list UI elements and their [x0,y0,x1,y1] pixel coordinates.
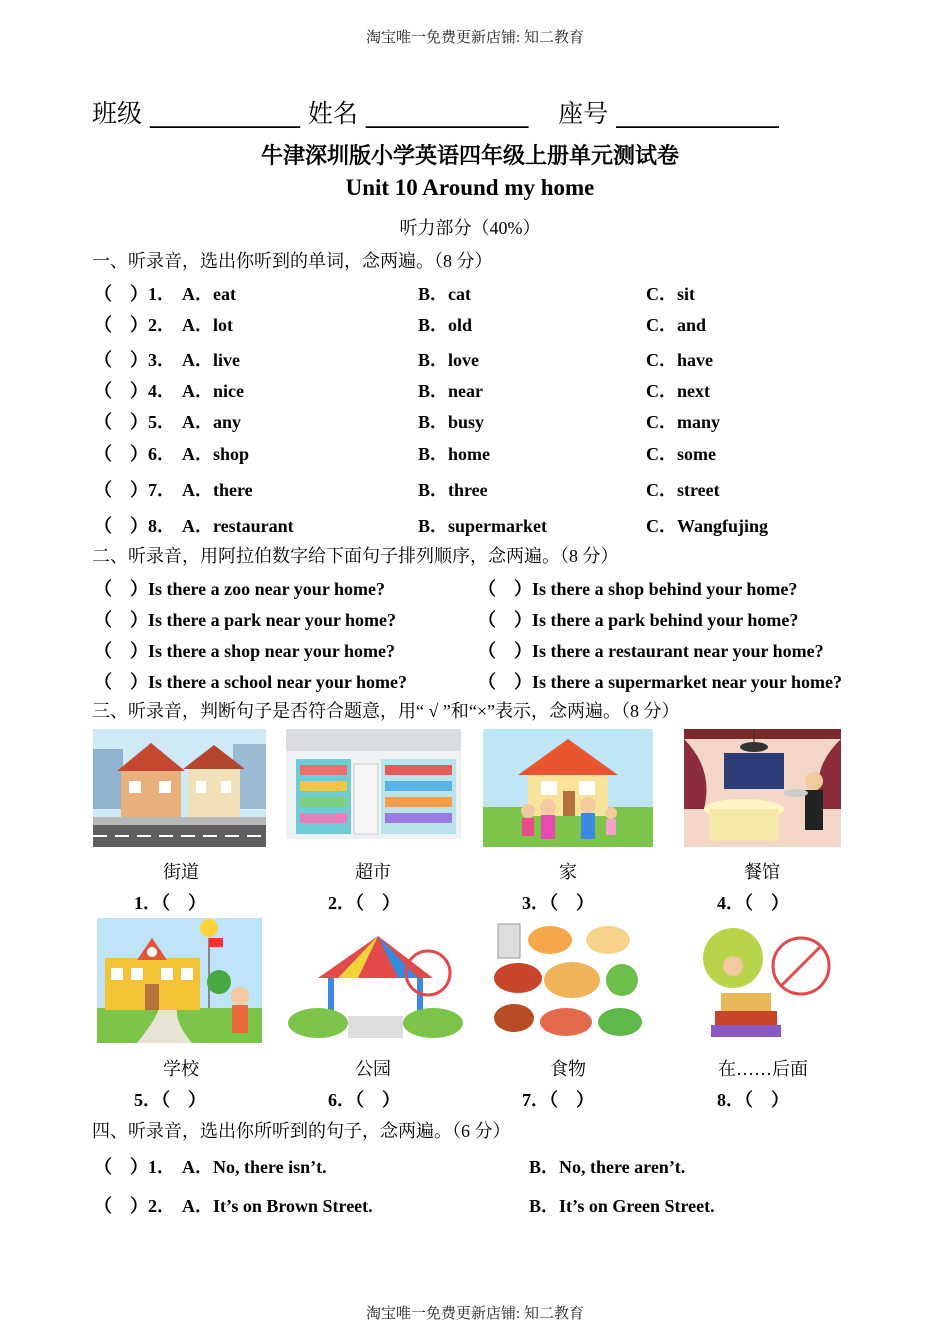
pic3-label: 家 [559,862,577,882]
pic6-answer[interactable]: 6．（ ） [328,1090,400,1110]
s1-q3-option-b: B．love [418,350,479,370]
s1-q7-option-b: B．three [418,480,488,500]
s1-q2-option-b: B．old [418,315,473,335]
name-label: 姓名 [307,99,358,128]
s1-q2-option-c: C．and [646,315,707,335]
s1-q8-num[interactable]: （ ）8． [94,516,175,536]
food-picture [488,918,648,1042]
s1-q1-num[interactable]: （ ）1． [94,284,175,304]
class-label: 班级 [92,99,143,128]
s1-q5-option-c: C．many [646,412,721,432]
pic7-label: 食物 [550,1059,586,1079]
s1-q2-num[interactable]: （ ）2． [94,315,175,335]
supermarket-picture [286,729,461,839]
s2-right-3[interactable]: （ ）Is there a restaurant near your home? [478,641,824,661]
s2-left-4[interactable]: （ ）Is there a school near your home? [94,672,407,692]
behind-picture [693,918,833,1043]
seat-label: 座号 [558,99,609,128]
s1-q7-option-a: A．there [182,480,253,500]
name-blank[interactable]: _____________ [365,99,529,128]
section1-title: 一、听录音，选出你听到的单词，念两遍。（8 分） [92,251,493,271]
s4-q1-option-b: B．No, there aren’t. [529,1157,686,1177]
park-picture [288,928,463,1038]
pic7-answer[interactable]: 7．（ ） [522,1090,594,1110]
pic6-label: 公园 [355,1059,391,1079]
pic8-label: 在……后面 [718,1059,808,1079]
pic4-label: 餐馆 [744,862,780,882]
info-line [92,94,779,130]
s1-q1-option-b: B．cat [418,284,471,304]
s4-q2-option-a: A．It’s on Brown Street. [182,1196,373,1216]
s1-q7-num[interactable]: （ ）7． [94,480,175,500]
section4-title: 四、听录音，选出你所听到的句子，念两遍。（6 分） [92,1121,511,1141]
s4-q2-option-b: B．It’s on Green Street. [529,1196,715,1216]
title-cn: 牛津深圳版小学英语四年级上册单元测试卷 [260,144,679,169]
s1-q1-option-c: C．sit [646,284,695,304]
s2-right-4[interactable]: （ ）Is there a supermarket near your home? [478,672,842,692]
s1-q5-option-a: A．any [182,412,242,432]
pic2-label: 超市 [355,862,391,882]
s1-q4-option-a: A．nice [182,381,244,401]
pic1-answer[interactable]: 1．（ ） [134,893,206,913]
s2-left-3[interactable]: （ ）Is there a shop near your home? [94,641,396,661]
s1-q1-option-a: A．eat [182,284,236,304]
s1-q4-num[interactable]: （ ）4． [94,381,175,401]
s1-q7-option-c: C．street [646,480,720,500]
pic5-answer[interactable]: 5．（ ） [134,1090,206,1110]
s1-q5-num[interactable]: （ ）5． [94,412,175,432]
title-en: Unit 10 Around my home [345,175,595,200]
pic3-answer[interactable]: 3．（ ） [522,893,594,913]
pic8-answer[interactable]: 8．（ ） [717,1090,789,1110]
s4-q2-num[interactable]: （ ）2． [94,1196,175,1216]
s1-q8-option-a: A．restaurant [182,516,294,536]
s1-q3-option-a: A．live [182,350,240,370]
section2-title: 二、听录音，用阿拉伯数字给下面句子排列顺序，念两遍。（8 分） [92,546,619,566]
home-picture [483,729,653,847]
s2-right-1[interactable]: （ ）Is there a shop behind your home? [478,579,798,599]
s1-q8-option-b: B．supermarket [418,516,547,536]
s1-q4-option-b: B．near [418,381,483,401]
s1-q4-option-c: C．next [646,381,710,401]
s1-q2-option-a: A．lot [182,315,233,335]
s2-left-1[interactable]: （ ）Is there a zoo near your home? [94,579,385,599]
listening-header: 听力部分（40%） [399,218,541,238]
s2-left-2[interactable]: （ ）Is there a park near your home? [94,610,397,630]
section3-title: 三、听录音，判断句子是否符合题意，用“ √ ”和“×”表示，念两遍。（8 分） [92,701,680,721]
s1-q6-num[interactable]: （ ）6． [94,444,175,464]
school-picture [97,918,262,1043]
street-picture [93,729,266,847]
s1-q6-option-b: B．home [418,444,490,464]
s1-q5-option-b: B．busy [418,412,485,432]
page-footer: 淘宝唯一免费更新店铺: 知二教育 [366,1306,584,1322]
s1-q3-num[interactable]: （ ）3． [94,350,175,370]
pic4-answer[interactable]: 4．（ ） [717,893,789,913]
seat-blank[interactable]: _____________ [616,99,779,128]
s4-q1-option-a: A．No, there isn’t. [182,1157,327,1177]
s1-q6-option-c: C．some [646,444,716,464]
s1-q3-option-c: C．have [646,350,713,370]
s4-q1-num[interactable]: （ ）1． [94,1157,175,1177]
page-header: 淘宝唯一免费更新店铺: 知二教育 [366,30,584,46]
pic5-label: 学校 [163,1059,199,1079]
s1-q8-option-c: C．Wangfujing [646,516,769,536]
class-blank[interactable]: ____________ [149,99,300,128]
pic1-label: 街道 [163,862,199,882]
s1-q6-option-a: A．shop [182,444,250,464]
s2-right-2[interactable]: （ ）Is there a park behind your home? [478,610,799,630]
pic2-answer[interactable]: 2．（ ） [328,893,400,913]
restaurant-picture [684,729,841,847]
